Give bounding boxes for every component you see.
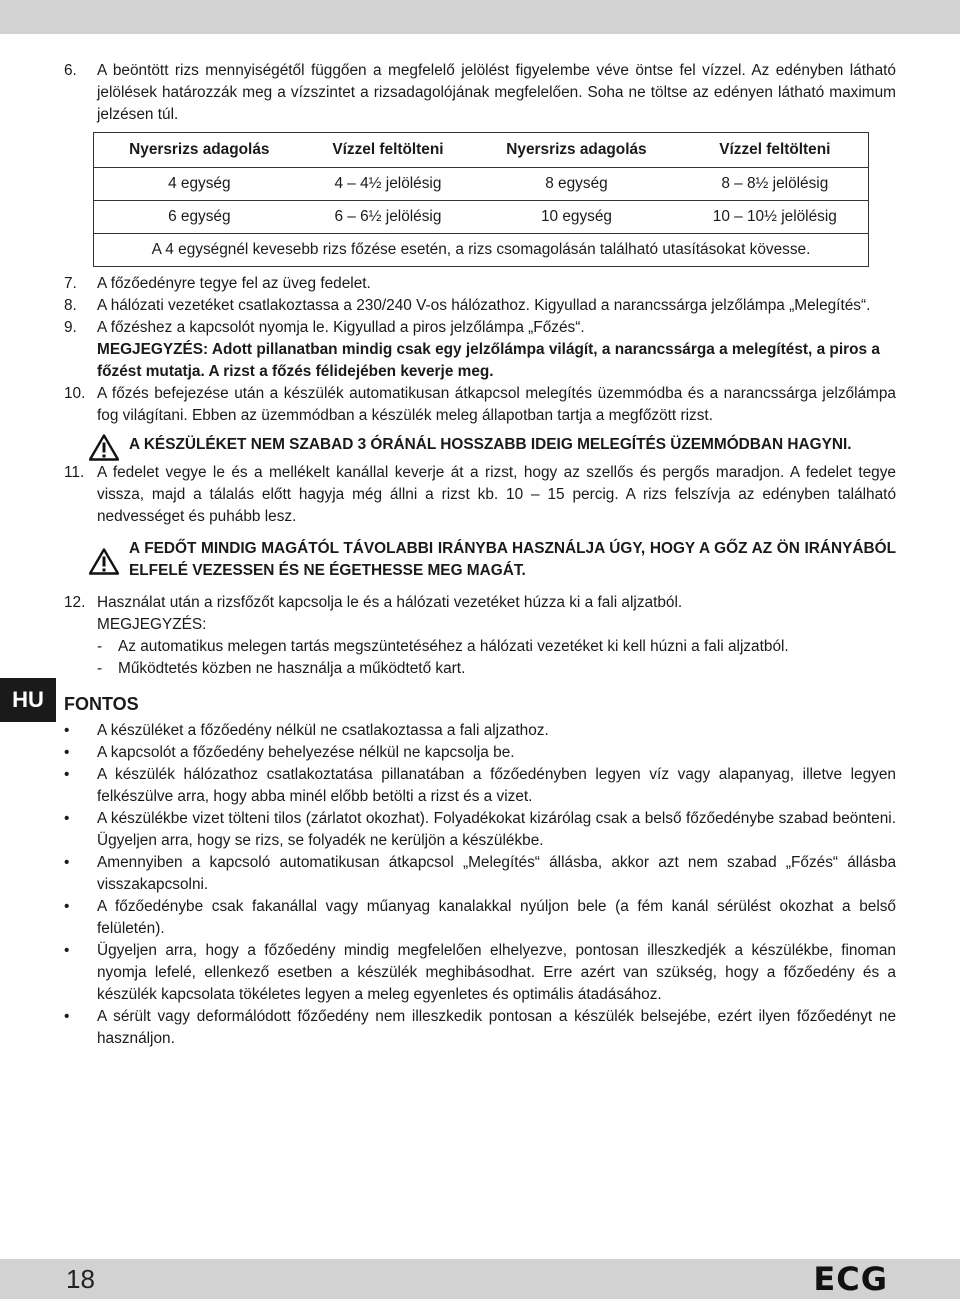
warning-triangle-icon: [89, 434, 119, 461]
list-item-text: A készülékbe vizet tölteni tilos (zárlatot okozhat). Folyadékokat kizárólag csak a belső főzőedénybe szabad beönteni. Ügyeljen arra, hogy se rizs, se folyadék ne kerüljön a készülékbe.: [97, 810, 896, 849]
table-cell: 6 egység: [94, 201, 305, 234]
step-text: A főzéshez a kapcsolót nyomja le. Kigyullad a piros jelzőlámpa „Főzés“.: [97, 319, 585, 336]
page-content: [64, 60, 896, 1050]
list-item: [64, 896, 896, 940]
table-cell: 6 – 6½ jelölésig: [305, 201, 472, 234]
list-item: [64, 852, 896, 896]
step-10: [64, 383, 896, 427]
step-number: 6.: [64, 62, 77, 79]
note-text: Az automatikus melegen tartás megszüntetéséhez a hálózati vezetéket ki kell húzni a fali aljzatból.: [118, 638, 789, 655]
list-item-text: Amennyiben a kapcsoló automatikusan átkapcsol „Melegítés“ állásba, akkor azt nem szabad „Főzés“ állásba visszakapcsolni.: [97, 854, 896, 893]
table-row: [94, 168, 869, 201]
bullet-mark: •: [64, 854, 70, 871]
note-item: [64, 636, 896, 658]
list-item-text: A készülék hálózathoz csatlakoztatása pillanatában a főzőedényben legyen víz vagy alapanyag, illetve legyen felkészülve arra, hogy abba minél előbb betölti a rizst és a vizet.: [97, 766, 896, 805]
table-cell: 10 egység: [471, 201, 681, 234]
bullet-mark: •: [64, 766, 70, 783]
header-cell: Nyersrizs adagolás: [94, 133, 305, 168]
list-item: [64, 940, 896, 1006]
step-text: A fedelet vegye le és a mellékelt kanállal keverje át a rizst, hogy az szellős és pergős maradjon. A fedelet tegye vissza, majd a tálalás előtt hagyja még állni a rizst kb. 10 – 15 percig. A rizs felszívja az edényben található nedvességet és puhább lesz.: [97, 464, 896, 525]
step-number: 9.: [64, 319, 77, 336]
step-number: 10.: [64, 385, 86, 402]
step-text: A főzőedényre tegye fel az üveg fedelet.: [97, 275, 371, 292]
warning-lid-steam: [64, 538, 896, 582]
header-cell: Nyersrizs adagolás: [471, 133, 681, 168]
step-12: [64, 592, 896, 636]
step-text: A hálózati vezetéket csatlakoztassa a 230/240 V-os hálózathoz. Kigyullad a narancssárga jelzőlámpa „Melegítés“.: [97, 297, 871, 314]
list-item-text: A kapcsolót a főzőedény behelyezése nélkül ne kapcsolja be.: [97, 744, 515, 761]
warning-text: A FEDŐT MINDIG MAGÁTÓL TÁVOLABBI IRÁNYBA HASZNÁLJA ÚGY, HOGY A GŐZ AZ ÖN IRÁNYÁBÓL ELFELÉ VEZESSEN ÉS NE ÉGETHESSE MEG MAGÁT.: [129, 540, 896, 579]
step-note: MEGJEGYZÉS: Adott pillanatban mindig csak egy jelzőlámpa világít, a narancssárga a melegítést, a piros a főzést mutatja. A rizst a főzés félidejében keverje meg.: [97, 341, 880, 380]
table-footer-note: A 4 egységnél kevesebb rizs főzése esetén, a rizs csomagolásán található utasításokat kövesse.: [94, 234, 869, 267]
list-item-text: A főzőedénybe csak fakanállal vagy műanyag kanalakkal nyúljon bele (a fém kanál sérülést okozhat a belső felületén).: [97, 898, 896, 937]
warning-text: A KÉSZÜLÉKET NEM SZABAD 3 ÓRÁNÁL HOSSZABB IDEIG MELEGÍTÉS ÜZEMMÓDBAN HAGYNI.: [129, 436, 852, 453]
step-6: [64, 60, 896, 126]
step-11: [64, 462, 896, 528]
step-note-title: MEGJEGYZÉS:: [97, 616, 207, 633]
table-cell: 10 – 10½ jelölésig: [682, 201, 869, 234]
note-text: Működtetés közben ne használja a működtető kart.: [118, 660, 466, 677]
step-text: Használat után a rizsfőzőt kapcsolja le és a hálózati vezetéket húzza ki a fali aljzatból.: [97, 594, 683, 611]
rice-water-table: [93, 132, 869, 267]
bullet-mark: •: [64, 942, 70, 959]
list-item: [64, 764, 896, 808]
bullet-mark: •: [64, 810, 70, 827]
table-row: [94, 201, 869, 234]
table-cell: 4 egység: [94, 168, 305, 201]
list-item: [64, 808, 896, 852]
bullet-mark: •: [64, 1008, 70, 1025]
step-9: [64, 317, 896, 383]
dash-mark: -: [97, 638, 103, 655]
step-text: A beöntött rizs mennyiségétől függően a megfelelő jelölést figyelembe véve öntse fel vízzel. Az edényben látható jelölések határozzák meg a vízszintet a rizsadagolójának megfelelően. Soha ne töltse az edényen látható maximum jelzésen túl.: [97, 62, 896, 123]
warning-triangle-icon: [89, 548, 119, 575]
bullet-mark: •: [64, 898, 70, 915]
brand-logo: ECG: [813, 1260, 888, 1298]
table-header-row: [94, 133, 869, 168]
list-item: [64, 1006, 896, 1050]
step-8: [64, 295, 896, 317]
bullet-mark: •: [64, 744, 70, 761]
table-cell: 8 – 8½ jelölésig: [682, 168, 869, 201]
step-7: [64, 273, 896, 295]
dash-mark: -: [97, 660, 103, 677]
header-cell: Vízzel feltölteni: [682, 133, 869, 168]
step-number: 12.: [64, 594, 86, 611]
bullet-mark: •: [64, 722, 70, 739]
step-number: 7.: [64, 275, 77, 292]
header-cell: Vízzel feltölteni: [305, 133, 472, 168]
warning-heat-time: [64, 434, 896, 456]
step-text: A főzés befejezése után a készülék automatikusan átkapcsol melegítés üzemmódba és a narancssárga jelzőlámpa fog világítani. Ebben az üzemmódban a készülék meleg állapotban tartja a megfőzött rizst.: [97, 385, 896, 424]
list-item-text: A sérült vagy deformálódott főzőedény nem illeszkedik pontosan a készülék belsejébe, ezért ilyen főzőedényt ne használjon.: [97, 1008, 896, 1047]
table-cell: 4 – 4½ jelölésig: [305, 168, 472, 201]
list-item: [64, 720, 896, 742]
list-item-text: A készüléket a főzőedény nélkül ne csatlakoztassa a fali aljzathoz.: [97, 722, 549, 739]
note-item: [64, 658, 896, 680]
top-header-bar: [0, 0, 960, 34]
section-title-fontos: FONTOS: [64, 694, 139, 714]
list-item: [64, 742, 896, 764]
table-footer-row: [94, 234, 869, 267]
language-tab: HU: [0, 678, 56, 722]
step-number: 8.: [64, 297, 77, 314]
list-item-text: Ügyeljen arra, hogy a főzőedény mindig megfelelően elhelyezve, pontosan illeszkedjék a készülékbe, finoman nyomja lefelé, ellenkező esetben a készülék meghibásodhat. Erre azért van szükség, hogy a főzőedény és a készülék kapcsolata tökéletes legyen a meleg egyenletes és optimális átadásához.: [97, 942, 896, 1003]
table-cell: 8 egység: [471, 168, 681, 201]
step-number: 11.: [64, 464, 85, 481]
page-number: 18: [66, 1264, 95, 1294]
